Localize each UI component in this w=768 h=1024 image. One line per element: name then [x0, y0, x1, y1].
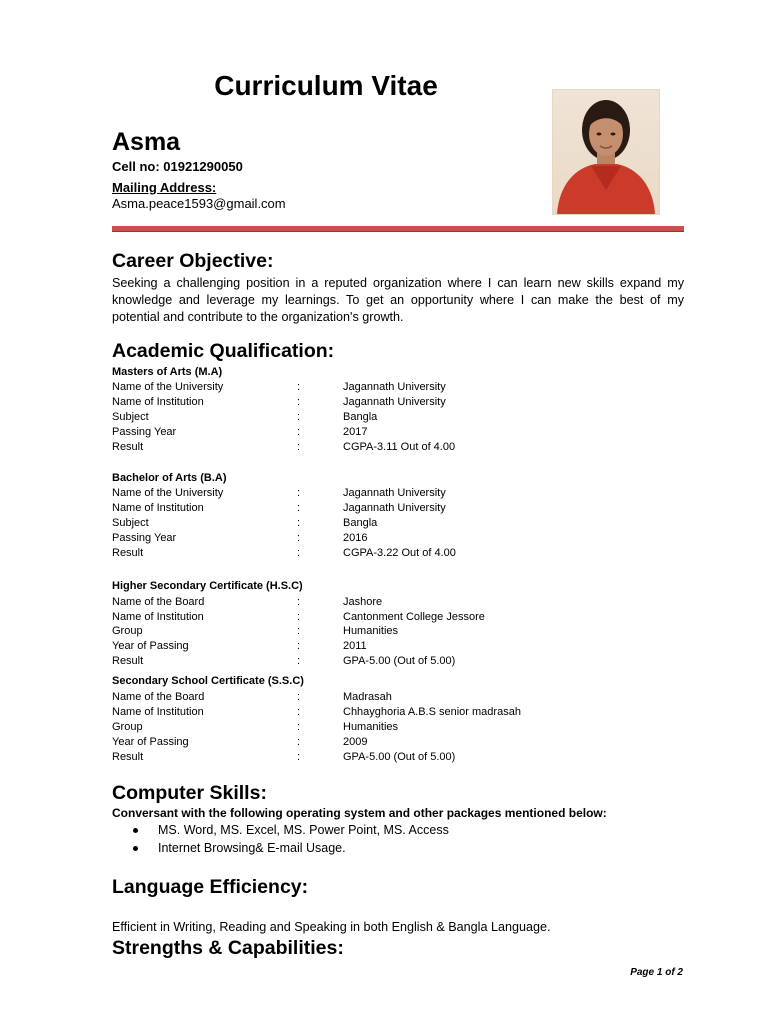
applicant-name: Asma: [112, 128, 181, 156]
table-row: Passing Year : 2017: [112, 426, 368, 438]
table-row: Subject : Bangla: [112, 411, 378, 423]
table-row: Result : CGPA-3.22 Out of 4.00: [112, 547, 456, 559]
language-text: Efficient in Writing, Reading and Speaking in both English & Bangla Language.: [112, 920, 551, 934]
computer-skills-heading: Computer Skills:: [112, 782, 267, 804]
profile-photo: [552, 89, 660, 215]
cell-number: Cell no: 01921290050: [112, 159, 243, 174]
table-row: Result : GPA-5.00 (Out of 5.00): [112, 655, 456, 667]
table-row: Name of Institution : Jagannath University: [112, 502, 446, 514]
table-row: Name of the University : Jagannath University: [112, 381, 446, 393]
table-row: Group : Humanities: [112, 721, 399, 733]
career-objective-heading: Career Objective:: [112, 250, 274, 272]
section-title-ssc: Secondary School Certificate (S.S.C): [112, 675, 304, 687]
table-row: Group : Humanities: [112, 625, 399, 637]
table-row: Passing Year : 2016: [112, 532, 368, 544]
language-heading: Language Efficiency:: [112, 876, 309, 898]
page-number: Page 1 of 2: [630, 967, 683, 978]
table-row: Name of the Board : Madrasah: [112, 691, 392, 703]
table-row: Name of Institution : Cantonment College Jessore: [112, 611, 485, 623]
mailing-address-label: Mailing Address:: [112, 180, 217, 195]
strengths-heading: Strengths & Capabilities:: [112, 937, 344, 959]
table-row: Year of Passing : 2009: [112, 736, 368, 748]
section-title-bachelor: Bachelor of Arts (B.A): [112, 472, 227, 484]
table-row: Name of Institution : Chhayghoria A.B.S senior madrasah: [112, 706, 521, 718]
email-address: Asma.peace1593@gmail.com: [112, 196, 286, 211]
table-row: Name of the University : Jagannath University: [112, 487, 446, 499]
document-title: Curriculum Vitae: [214, 70, 438, 101]
table-row: Year of Passing : 2011: [112, 640, 367, 652]
bullet-icon: [133, 828, 138, 833]
table-row: Name of the Board : Jashore: [112, 596, 383, 608]
table-row: Result : CGPA-3.11 Out of 4.00: [112, 441, 456, 453]
section-title-hsc: Higher Secondary Certificate (H.S.C): [112, 580, 303, 592]
table-row: Result : GPA-5.00 (Out of 5.00): [112, 751, 456, 763]
academic-heading: Academic Qualification:: [112, 340, 335, 362]
career-objective-text: Seeking a challenging position in a reputed organization where I can learn new skills expand my knowledge and leverage my learnings. To get an opportunity where I can make the best of my potential and contribute to the organization's growth.: [112, 276, 684, 324]
table-row: Name of Institution : Jagannath University: [112, 396, 446, 408]
section-title-masters: Masters of Arts (M.A): [112, 366, 223, 378]
bullet-icon: [133, 846, 138, 851]
header-divider: [112, 226, 684, 232]
computer-skills-intro: Conversant with the following operating system and other packages mentioned below:: [112, 806, 607, 820]
table-row: Subject : Bangla: [112, 517, 378, 529]
